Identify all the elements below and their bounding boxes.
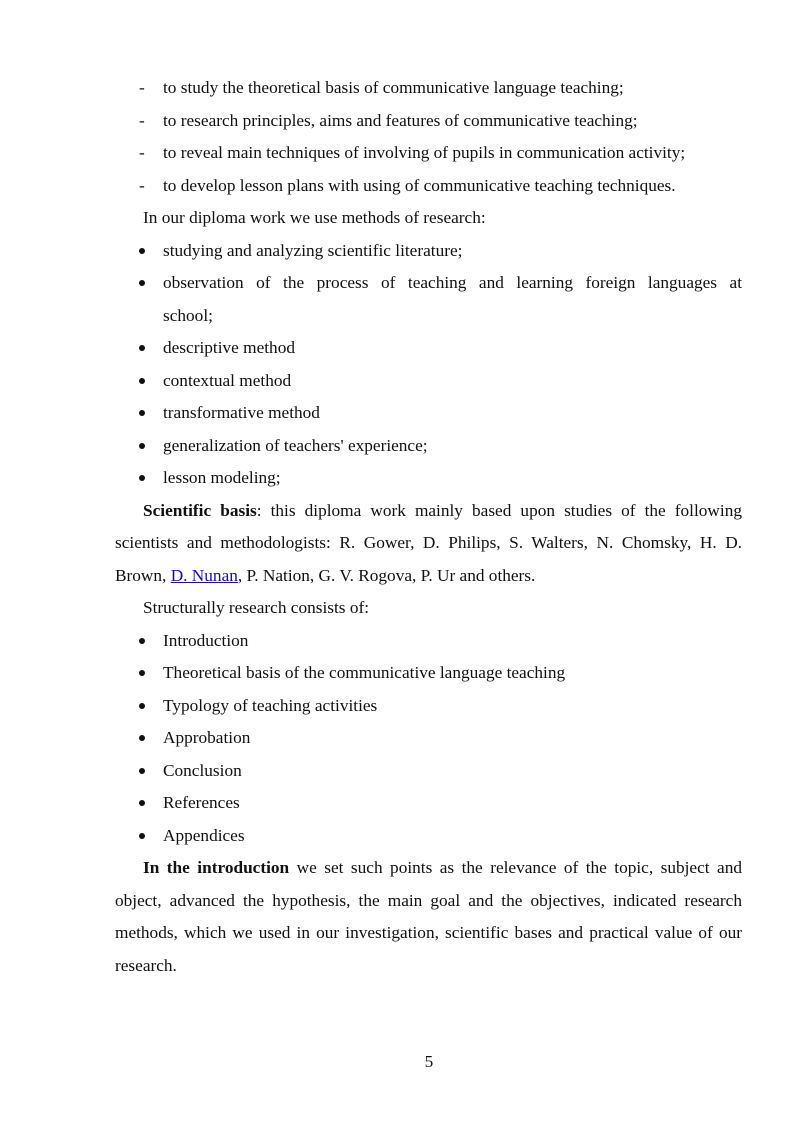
- bullet-icon: [139, 410, 145, 416]
- structure-item: [115, 755, 742, 788]
- method-item: [115, 365, 742, 398]
- method-text: studying and analyzing scientific literature;: [163, 240, 463, 260]
- bullet-icon: [139, 443, 145, 449]
- introduction-text: we set such points as the relevance of the topic, subject and object, advanced the hypothesis, the main goal and the objectives, indicated research methods, which we used in our investigation, scientific bases and practical value of our research.: [115, 858, 742, 975]
- method-item: [115, 430, 742, 463]
- methods-intro: In our diploma work we use methods of research:: [143, 208, 486, 227]
- scientific-basis-text: : this diploma work mainly based upon studies of the following scientists and methodologists: R. Gower, D. Philips, S. Walters, N. Chomsky, H. D. Brown,: [115, 500, 742, 585]
- bullet-icon: [139, 703, 145, 709]
- structure-text: Introduction: [163, 630, 249, 650]
- structure-item: [115, 722, 742, 755]
- dash-marker: -: [139, 143, 145, 162]
- bullet-icon: [139, 280, 145, 286]
- structure-item: [115, 657, 742, 690]
- method-text: school;: [163, 305, 213, 325]
- structure-item: [115, 690, 742, 723]
- objective-item: [115, 105, 742, 138]
- bullet-icon: [139, 475, 145, 481]
- dash-marker: -: [139, 110, 145, 130]
- method-item: [115, 235, 742, 268]
- method-text: descriptive method: [163, 338, 295, 357]
- method-item: [115, 332, 742, 365]
- structure-item: [115, 625, 742, 658]
- objective-text: to research principles, aims and features of communicative teaching;: [163, 110, 638, 130]
- structure-text: References: [163, 793, 240, 812]
- structure-text: Theoretical basis of the communicative language teaching: [163, 663, 566, 682]
- method-text: transformative method: [163, 403, 320, 422]
- method-item-continuation: [115, 300, 742, 333]
- bullet-icon: [139, 833, 145, 839]
- objective-text: to develop lesson plans with using of communicative teaching techniques.: [163, 175, 676, 195]
- bullet-icon: [139, 345, 145, 351]
- objective-text: to reveal main techniques of involving of pupils in communication activity;: [163, 143, 686, 162]
- scientific-basis-text-end: , P. Nation, G. V. Rogova, P. Ur and others.: [237, 565, 536, 585]
- bullet-icon: [139, 638, 145, 644]
- bullet-icon: [139, 768, 145, 774]
- bullet-icon: [139, 800, 145, 806]
- method-text: generalization of teachers' experience;: [163, 435, 428, 455]
- scientific-basis-label: Scientific basis: [143, 500, 257, 520]
- objective-item: [115, 137, 742, 170]
- scientific-basis-paragraph: [115, 495, 742, 593]
- introduction-paragraph: [115, 852, 742, 982]
- method-text: observation of the process of teaching and learning foreign languages at: [163, 273, 742, 292]
- method-text: contextual method: [163, 370, 292, 390]
- bullet-icon: [139, 670, 145, 676]
- structure-text: Typology of teaching activities: [163, 695, 378, 715]
- objective-item: [115, 72, 742, 105]
- structure-item: [115, 820, 742, 853]
- structure-item: [115, 787, 742, 820]
- bullet-icon: [139, 248, 145, 254]
- introduction-label: In the introduction: [143, 858, 290, 877]
- bullet-icon: [139, 735, 145, 741]
- nunan-link[interactable]: D. Nunan: [170, 565, 238, 585]
- method-item: [115, 267, 742, 300]
- method-item: [115, 397, 742, 430]
- structure-text: Appendices: [163, 825, 245, 845]
- structure-intro: Structurally research consists of:: [143, 598, 370, 617]
- dash-marker: -: [139, 175, 145, 195]
- page-number: 5: [424, 1052, 434, 1071]
- objective-item: [115, 170, 742, 203]
- method-text: lesson modeling;: [163, 468, 281, 487]
- bullet-icon: [139, 378, 145, 384]
- objective-text: to study the theoretical basis of communicative language teaching;: [163, 78, 624, 97]
- dash-marker: -: [139, 78, 145, 97]
- method-item: [115, 462, 742, 495]
- structure-text: Approbation: [163, 728, 251, 747]
- structure-text: Conclusion: [163, 760, 242, 780]
- document-page: [115, 72, 742, 982]
